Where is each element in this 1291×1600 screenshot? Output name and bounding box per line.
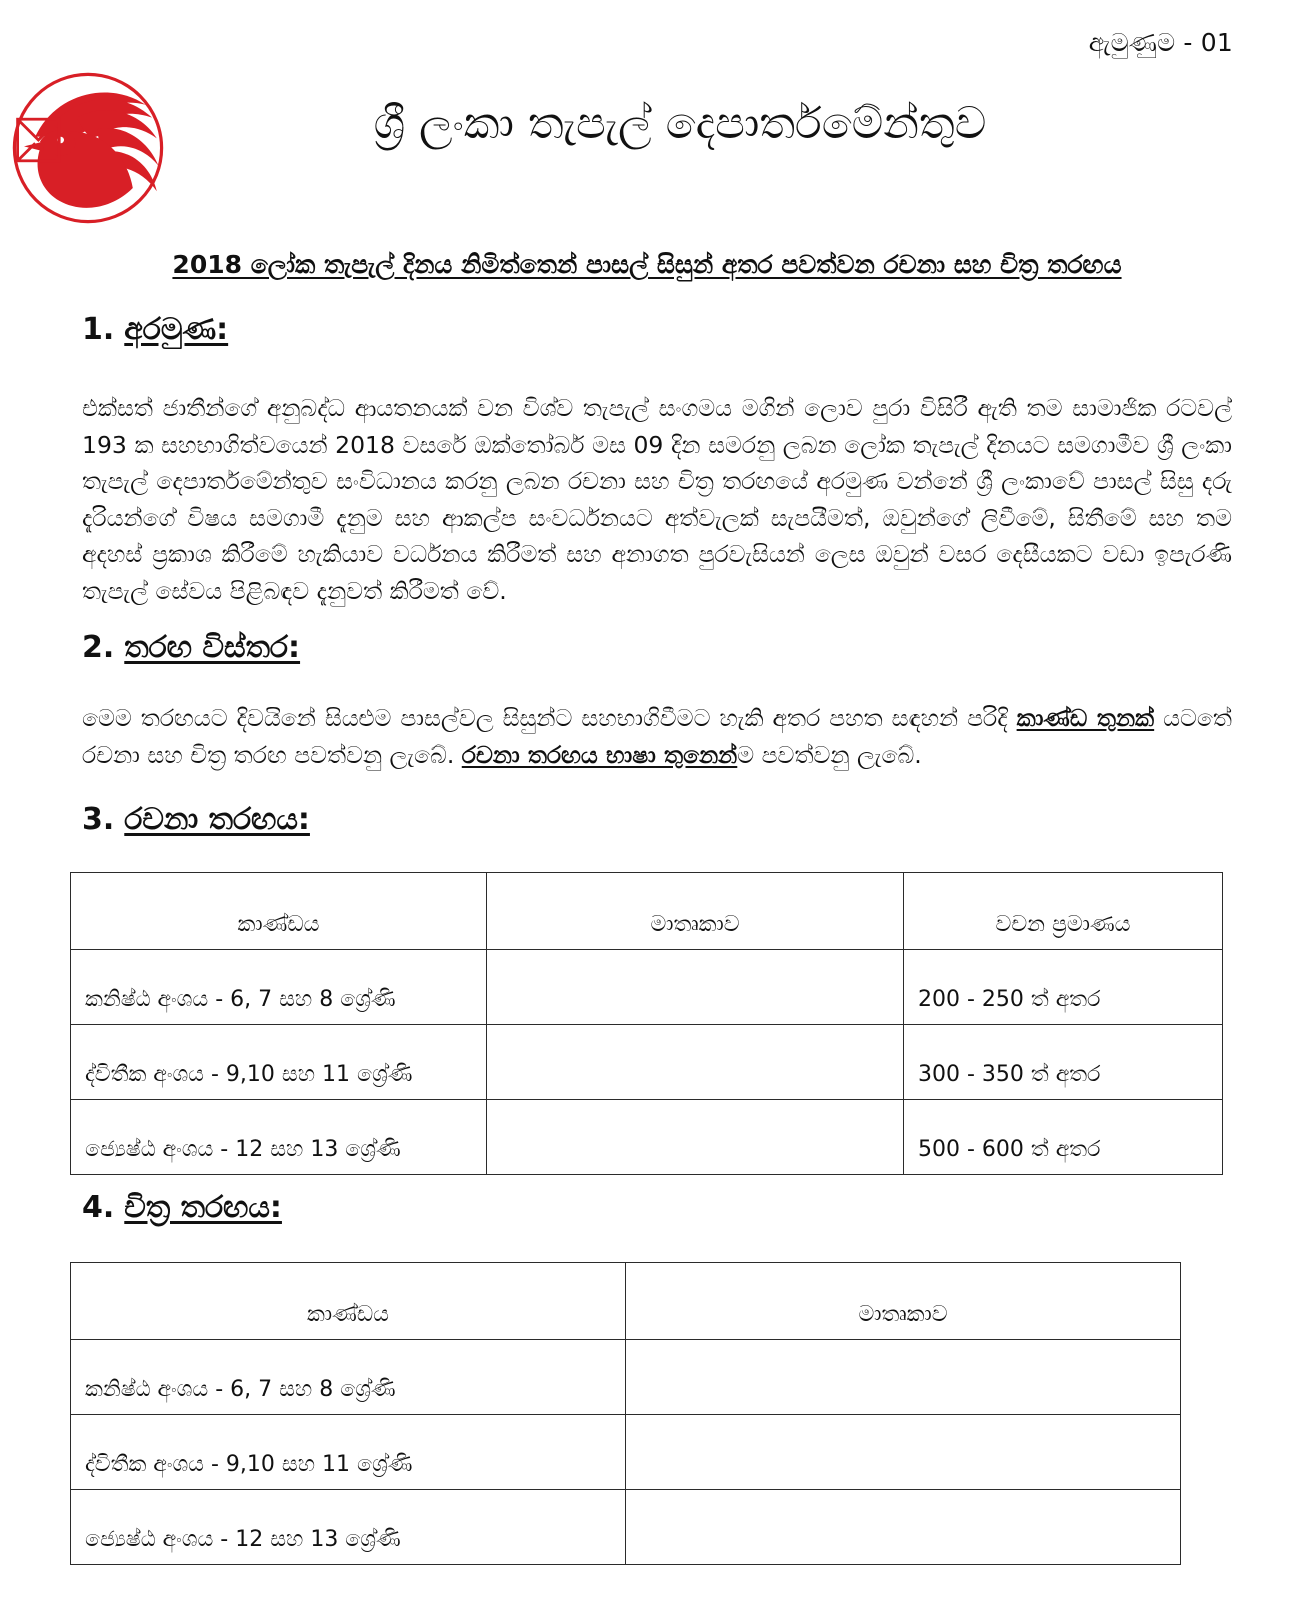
cell-category: කනිෂ්ඨ අංශය - 6, 7 සහ 8 ශ්‍රේණි bbox=[71, 950, 487, 1025]
cell-word-count: 300 - 350 ත් අතර bbox=[904, 1025, 1223, 1100]
table-header-row bbox=[71, 1263, 1181, 1340]
cell-topic bbox=[487, 1025, 904, 1100]
objective-text: එක්සත් ජාතීන්ගේ අනුබද්ධ ආයතනයක් වන විශ්ව තැපැල් සංගමය මගින් ලොව පුරා විසිරී ඇති තම සාමාජික රටවල් 193 ක සහභාගිත්වයෙන් 2018 වසරේ ඔක්තෝබර් මස 09 දින සමරනු ලබන ලෝක තැපැල් දිනයට සමගාමීව ශ්‍රී ලංකා තැපැල් දෙපාර්තමේන්තුව සංවිධානය කරනු ලබන රචනා සහ චිත්‍ර තරඟයේ අරමුණ වන්නේ ශ්‍රී ලංකාවේ පාසල් සිසු දරු දැරියන්ගේ විෂය සමගාමී දැනුම සහ ආකල්ප සංවර්ධනයට අත්වැලක් සැපයීමත්, ඔවුන්ගේ ලිවීමේ, සිතීමේ සහ තම අදහස් ප්‍රකාශ කිරීමේ හැකියාව වර්ධනය කිරීමත් සහ අනාගත පුරවැසියන් ලෙස ඔවුන් වසර දෙසීයකට වඩා ඉපැරණි තැපැල් සේවය පිළිබඳව දැනුවත් කිරීමත් වේ. bbox=[82, 394, 1232, 605]
details-middle-text: යටතේ රචනා සහ චිත්‍ර තරඟ පවත්වනු ලැබේ. bbox=[82, 704, 1232, 769]
column-header-category: කාණ්ඩය bbox=[71, 1263, 626, 1340]
cell-category: ජ්‍යෙෂ්ඨ අංශය - 12 සහ 13 ශ්‍රේණි bbox=[71, 1490, 626, 1565]
cell-category: කනිෂ්ඨ අංශය - 6, 7 සහ 8 ශ්‍රේණි bbox=[71, 1340, 626, 1415]
cell-topic bbox=[626, 1340, 1181, 1415]
cell-word-count: 200 - 250 ත් අතර bbox=[904, 950, 1223, 1025]
details-tail-text: ම පවත්වනු ලැබේ. bbox=[737, 740, 922, 769]
table-header-row bbox=[71, 873, 1223, 950]
annexure-number: ඇමුණුම - 01 bbox=[1088, 28, 1233, 57]
competition-details-paragraph bbox=[82, 700, 1232, 773]
section-heading-art-competition bbox=[82, 1190, 282, 1225]
column-header-topic: මාතෘකාව bbox=[487, 873, 904, 950]
masthead bbox=[0, 68, 1291, 218]
cell-category: ද්විතීක අංශය - 9,10 සහ 11 ශ්‍රේණි bbox=[71, 1415, 626, 1490]
organization-title: ශ්‍රී ලංකා තැපැල් දෙපාර්තමේන්තුව bbox=[373, 98, 987, 149]
section-label: චිත්‍ර තරඟය: bbox=[124, 1190, 282, 1225]
details-emphasis-categories: කාණ්ඩ තුනක් bbox=[1016, 704, 1155, 732]
sri-lanka-post-dove-logo bbox=[8, 68, 168, 228]
column-header-word-count: වචන ප්‍රමාණය bbox=[904, 873, 1223, 950]
section-number: 3. bbox=[82, 802, 115, 837]
details-lead-text: මෙම තරඟයට දිවයිනේ සියළුම පාසල්වල සිසුන්ට සහභාගිවීමට හැකි අතර පහත සඳහන් පරිදි bbox=[82, 704, 1017, 732]
section-label: රචනා තරඟය: bbox=[124, 802, 310, 837]
section-label: අරමුණ: bbox=[124, 312, 229, 347]
cell-category: ද්විතීක අංශය - 9,10 සහ 11 ශ්‍රේණි bbox=[71, 1025, 487, 1100]
cell-category: ජ්‍යෙෂ්ඨ අංශය - 12 සහ 13 ශ්‍රේණි bbox=[71, 1100, 487, 1175]
section-heading-competition-details bbox=[82, 630, 300, 665]
table-row bbox=[71, 1340, 1181, 1415]
section-number: 4. bbox=[82, 1190, 115, 1225]
cell-topic bbox=[626, 1415, 1181, 1490]
objective-paragraph bbox=[82, 390, 1232, 609]
cell-topic bbox=[487, 1100, 904, 1175]
column-header-category: කාණ්ඩය bbox=[71, 873, 487, 950]
cell-topic bbox=[487, 950, 904, 1025]
table-row bbox=[71, 1490, 1181, 1565]
table-row bbox=[71, 1025, 1223, 1100]
cell-word-count: 500 - 600 ත් අතර bbox=[904, 1100, 1223, 1175]
details-emphasis-languages: රචනා තරඟය භාෂා තුනෙන් bbox=[461, 740, 738, 769]
section-number: 2. bbox=[82, 630, 115, 665]
essay-competition-table bbox=[70, 872, 1223, 1175]
section-number: 1. bbox=[82, 312, 115, 347]
section-label: තරඟ විස්තර: bbox=[124, 630, 301, 665]
document-title: 2018 ලෝක තැපැල් දිනය නිමිත්තෙන් පාසල් සිසුන් අතර පවත්වන රචනා සහ චිත්‍ර තරඟය bbox=[172, 250, 1122, 279]
table-row bbox=[71, 950, 1223, 1025]
cell-topic bbox=[626, 1490, 1181, 1565]
table-row bbox=[71, 1100, 1223, 1175]
table-row bbox=[71, 1415, 1181, 1490]
column-header-topic: මාතෘකාව bbox=[626, 1263, 1181, 1340]
section-heading-objective bbox=[82, 312, 228, 347]
section-heading-essay-competition bbox=[82, 802, 310, 837]
art-competition-table bbox=[70, 1262, 1181, 1565]
